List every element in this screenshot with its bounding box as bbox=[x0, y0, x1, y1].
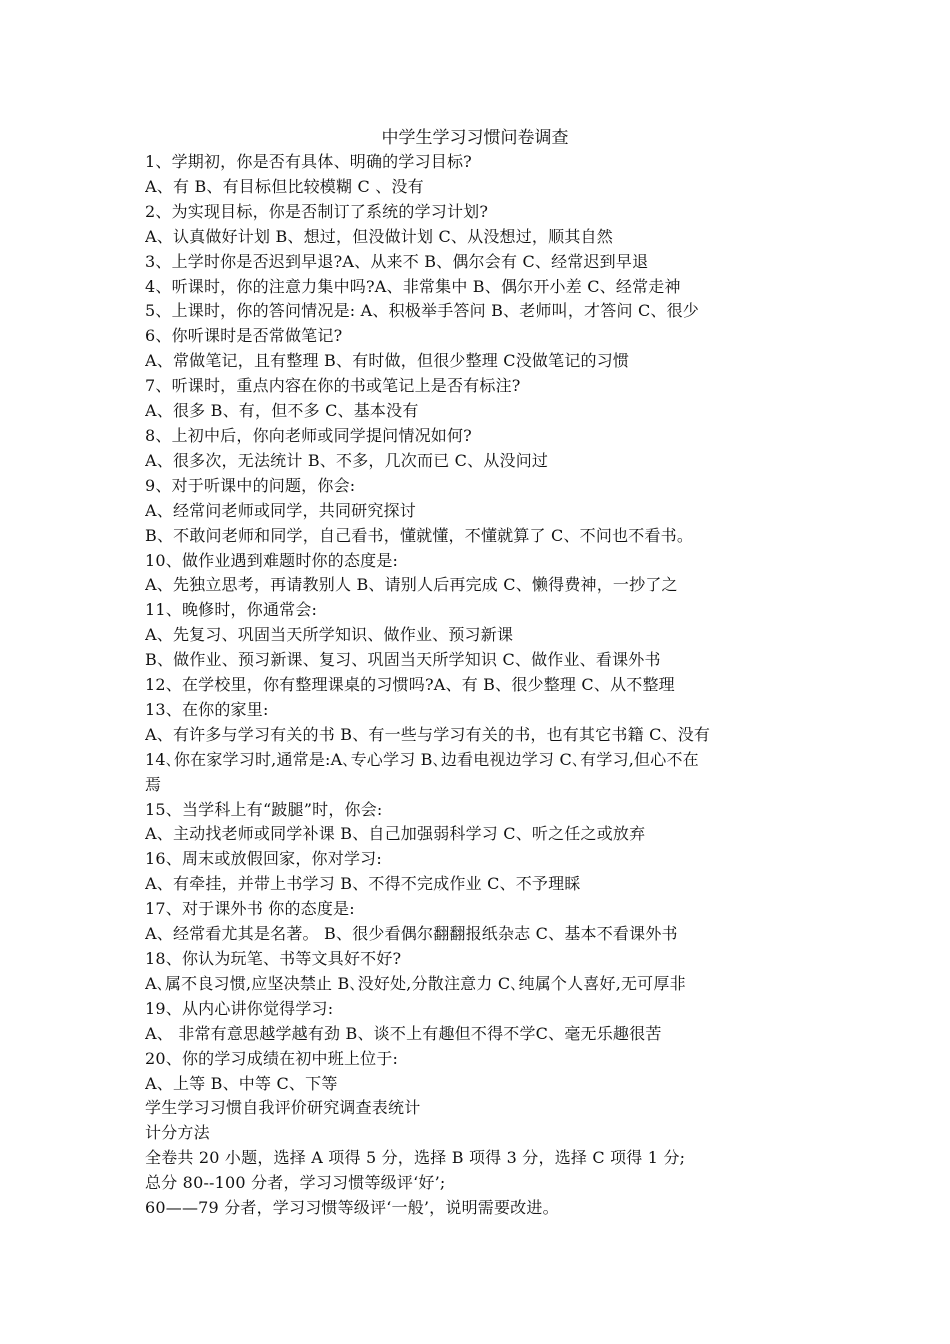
text-line: 全卷共 20 小题，选择 A 项得 5 分，选择 B 项得 3 分，选择 C 项得 1 分; bbox=[145, 1148, 686, 1168]
text-line: 11、晚修时，你通常会: bbox=[145, 600, 318, 620]
text-line: A、经常问老师或同学，共同研究探讨 bbox=[145, 500, 416, 520]
text-line: 6、你听课时是否常做笔记? bbox=[145, 326, 343, 346]
text-line: 18、你认为玩笔、书等文具好不好? bbox=[145, 949, 402, 968]
text-line: A、主动找老师或同学补课 B、自己加强弱科学习 C、听之任之或放弃 bbox=[145, 824, 646, 844]
text-line: A、很多 B、有，但不多 C、基本没有 bbox=[145, 401, 419, 421]
text-line: 计分方法 bbox=[145, 1123, 210, 1143]
text-line: A、有牵挂，并带上书学习 B、不得不完成作业 C、不予理睬 bbox=[145, 874, 581, 894]
text-line: 9、对于听课中的问题，你会: bbox=[145, 475, 356, 495]
text-line: A、有许多与学习有关的书 B、有一些与学习有关的书，也有其它书籍 C、没有 bbox=[145, 724, 711, 744]
text-line: B、不敢问老师和同学，自己看书，懂就懂，不懂就算了 C、不问也不看书。 bbox=[145, 525, 694, 545]
text-line: 15、当学科上有“跛腿”时，你会: bbox=[145, 799, 383, 819]
text-line: 14､你在家学习时,通常是:A､专心学习 B､边看电视边学习 C､有学习,但心不在 bbox=[145, 749, 699, 769]
text-line: 60——79 分者，学习习惯等级评‘一般’，说明需要改进。 bbox=[145, 1198, 559, 1218]
text-line: 4、听课时，你的注意力集中吗?A、非常集中 B、偶尔开小差 C、经常走神 bbox=[145, 276, 681, 296]
text-line: 17、对于课外书 你的态度是: bbox=[145, 899, 355, 919]
text-line: 3、上学时你是否迟到早退?A、从来不 B、偶尔会有 C、经常迟到早退 bbox=[145, 251, 649, 271]
text-line: A、先独立思考，再请教别人 B、请别人后再完成 C、懒得费神，一抄了之 bbox=[145, 575, 678, 595]
text-line: 2、为实现目标，你是否制订了系统的学习计划? bbox=[145, 201, 489, 221]
text-line: A、认真做好计划 B、想过，但没做计划 C、从没想过，顺其自然 bbox=[145, 226, 613, 246]
text-line: A、先复习、巩固当天所学知识、做作业、预习新课 bbox=[145, 625, 514, 645]
text-line: 焉 bbox=[145, 774, 162, 794]
text-line: 19、从内心讲你觉得学习: bbox=[145, 998, 334, 1018]
text-line: 总分 80--100 分者，学习习惯等级评‘好’; bbox=[145, 1173, 446, 1193]
text-line: 1、学期初，你是否有具体、明确的学习目标? bbox=[145, 152, 472, 171]
text-line: B、做作业、预习新课、复习、巩固当天所学知识 C、做作业、看课外书 bbox=[145, 650, 661, 670]
text-line: 5、上课时，你的答问情况是: A、积极举手答问 B、老师叫，才答问 C、很少 bbox=[145, 301, 699, 321]
text-line: A、常做笔记，且有整理 B、有时做，但很少整理 C没做笔记的习惯 bbox=[145, 351, 630, 371]
text-line: A､属不良习惯,应坚决禁止 B､没好处,分散注意力 C､纯属个人喜好,无可厚非 bbox=[145, 973, 686, 993]
text-line: A、有 B、有目标但比较模糊 C 、没有 bbox=[145, 176, 424, 196]
text-line: 16、周末或放假回家，你对学习: bbox=[145, 849, 382, 869]
document-title: 中学生学习习惯问卷调查 bbox=[381, 128, 569, 148]
text-line: 13、在你的家里: bbox=[145, 699, 269, 719]
text-line: A、很多次，无法统计 B、不多，几次而已 C、从没问过 bbox=[145, 450, 549, 470]
text-line: 20、你的学习成绩在初中班上位于: bbox=[145, 1048, 399, 1068]
text-line: 10、做作业遇到难题时你的态度是: bbox=[145, 550, 399, 570]
text-line: A、经常看尤其是名著。 B、很少看偶尔翻翻报纸杂志 C、基本不看课外书 bbox=[145, 924, 678, 944]
text-line: A、上等 B、中等 C、下等 bbox=[145, 1073, 338, 1093]
text-line: 学生学习习惯自我评价研究调查表统计 bbox=[145, 1098, 421, 1118]
text-line: 12、在学校里，你有整理课桌的习惯吗?A、有 B、很少整理 C、从不整理 bbox=[145, 675, 675, 695]
text-line: 7、听课时，重点内容在你的书或笔记上是否有标注? bbox=[145, 376, 521, 396]
text-line: 8、上初中后，你向老师或同学提问情况如何? bbox=[145, 425, 472, 445]
document-body bbox=[145, 150, 810, 1221]
text-line: A、 非常有意思越学越有劲 B、谈不上有趣但不得不学C、毫无乐趣很苦 bbox=[145, 1023, 662, 1043]
